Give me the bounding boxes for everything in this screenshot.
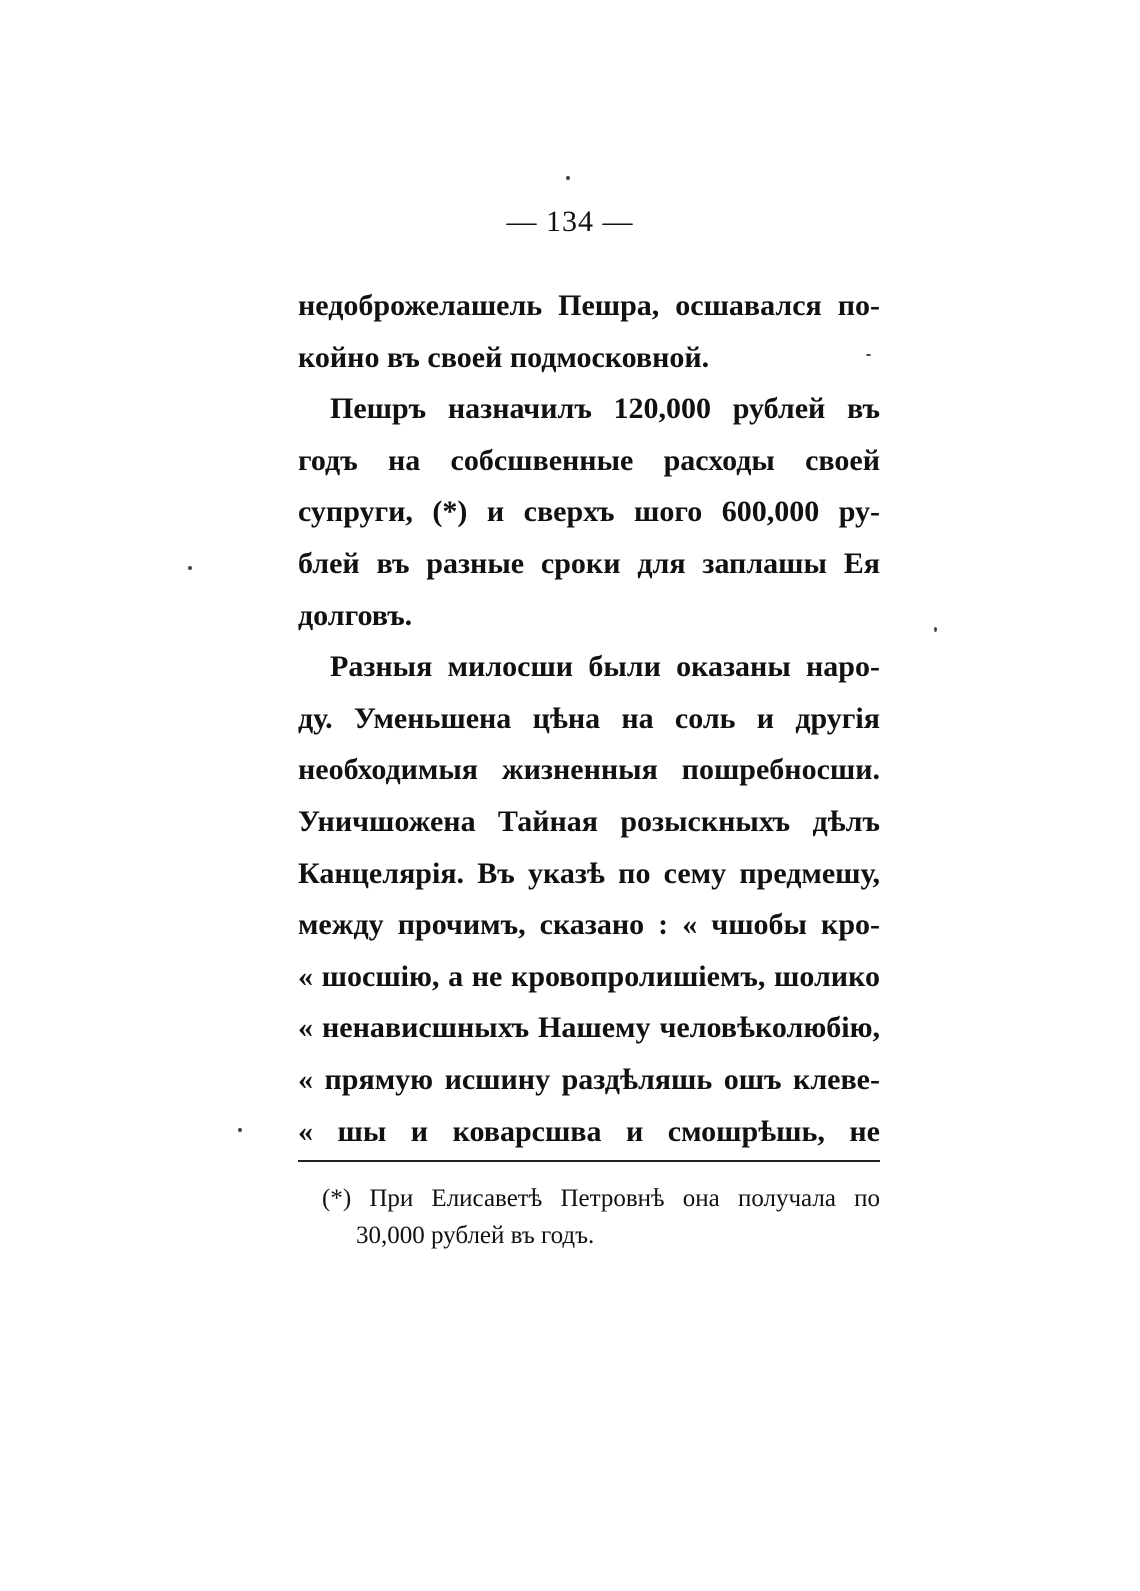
scan-speck	[866, 354, 871, 356]
scan-speck	[934, 627, 937, 632]
text-line: Пешръ назначилъ 120,000 рублей въ	[330, 392, 880, 426]
text-line: Разныя милосши были оказаны наро-	[330, 650, 880, 684]
text-line: койно въ своей подмосковной.	[298, 340, 710, 374]
text-line: ду. Уменьшена цѣна на соль и другія	[298, 701, 880, 735]
text-line: « шосшію, а не кровопролишіемъ, шолико	[298, 959, 880, 993]
footnote-line: (*) При Елисаветѣ Петровнѣ она получала по	[322, 1185, 880, 1212]
text-line: блей въ разные сроки для заплашы Ея	[298, 546, 880, 580]
text-line: недоброжелашель Пешра, осшавался по-	[298, 289, 880, 322]
text-line: Уничшожена Тайная розыскныхъ дѣлъ	[298, 804, 880, 838]
text-line: Канцелярія. Въ указѣ по сему предмешу,	[298, 856, 880, 890]
page-number: — 134 —	[506, 205, 634, 238]
scan-speck	[238, 1128, 242, 1132]
footnote	[322, 1180, 880, 1254]
text-line: необходимыя жизненныя пошребносши.	[298, 753, 880, 787]
text-line: между прочимъ, сказано : « чшобы кро-	[298, 908, 880, 942]
scan-speck	[566, 176, 570, 180]
scan-speck	[188, 566, 192, 570]
text-line: « ненависшныхъ Нашему человѣколюбію,	[298, 1011, 880, 1045]
text-line: « шы и коварсшва и смошрѣшь, не	[298, 1114, 880, 1148]
text-line: годъ на собсшвенные расходы своей	[298, 443, 880, 477]
body-text	[298, 280, 880, 1157]
footnote-line: 30,000 рублей въ годъ.	[356, 1222, 595, 1249]
text-line: супруги, (*) и сверхъ шого 600,000 ру-	[298, 495, 880, 529]
text-line: долговъ.	[298, 598, 413, 632]
text-line: « прямую исшину раздѣляшь ошъ клеве-	[298, 1062, 880, 1096]
footnote-divider	[298, 1160, 880, 1162]
